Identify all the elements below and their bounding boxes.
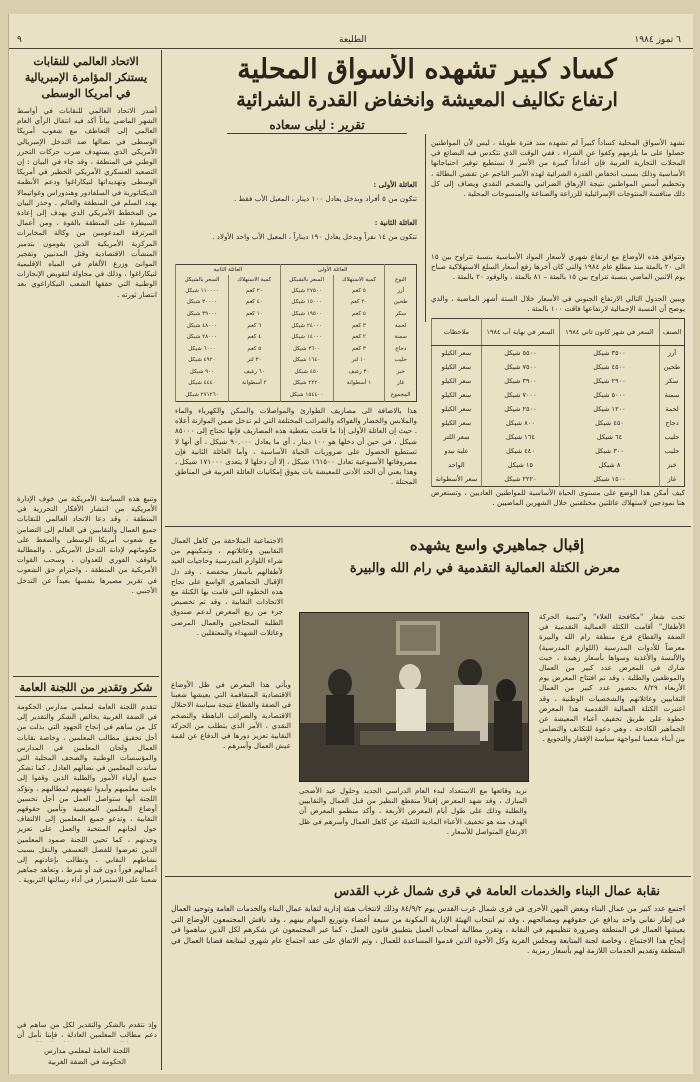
table-cell: ٤٥٠ شيكل: [560, 416, 660, 430]
table-cell: طحين: [660, 360, 685, 374]
table-cell: ١٠ كغم: [228, 308, 280, 320]
thanks-body: تتقدم اللجنة العامة لمعلمي مدارس الحكومة في الضفة الغربية بخالص الشكر والتقدير إلى كل من ساهم في إنجاح الجهود التي بذلت من أجل تحقيق مطالب المعلمين ، وخاصة نقابات العمال ولجان المعلمين في المدارس والمؤسسات الوطنية والصحف المحلية التي ساندت المعلمين في نضالهم العادل ، كما تشكر جميع أولياء الأمور والطلبة الذين وقفوا إلى جانب معلميهم وأبدوا تفهمهم لمطالبهم ، وتؤكد اللجنة أنها ستواصل العمل من أجل تحسين أوضاع المعلمين المعيشية وتأمين حقوقهم النقابية ، وتدعو جميع المعلمين إلى الالتفاف حول لجانهم المنتخبة والعمل على تعزيز وحدتهم ، كما تحيي اللجنة صمود المعلمين الذين تعرضوا للفصل التعسفي والنقل بسبب نشاطهم النقابي ، وتطالب بإعادتهم إلى أعمالهم فوراً دون قيد أو شرط ، وتعاهد جماهير شعبنا على الاستمرار في أداء رسالتها التربوية .: [17, 702, 157, 885]
table-header: كمية الاستهلاك: [333, 275, 385, 285]
table-cell: غاز: [660, 472, 685, 487]
table-cell: ١٢٠٠ شيكل: [560, 402, 660, 416]
photo-image: [300, 613, 528, 781]
table-row: [176, 389, 417, 401]
table-cell: حليب: [385, 354, 417, 366]
table-cell: غاز: [385, 378, 417, 390]
table-cell: أرز: [385, 285, 417, 297]
table-cell: [333, 389, 385, 401]
table-cell: ٤٥٠ شيكل: [280, 366, 333, 378]
table-row: [176, 308, 417, 320]
column-divider: [161, 50, 162, 1070]
main-intro-3: ويبين الجدول التالي الارتفاع الجنوني في الأسعار خلال الستة أشهر الماضية ، والذي يوضح أن النسبة الإجمالية لارتفاعها فاقت ١٠٠ بالمئة .: [431, 294, 685, 314]
table-row: [432, 458, 685, 472]
table-cell: [228, 389, 280, 401]
table-cell: ٢٢٢٠ شيكل: [481, 472, 559, 487]
table-header: ملاحظات: [432, 319, 482, 346]
thanks-body-2: وإذ نتقدم بالشكر والتقدير لكل من ساهم في دعم مطالب المعلمين العادلة ، فإننا نأمل أن: [17, 1020, 157, 1040]
left-headline-2: يستنكر المؤامرة الإمبريالية: [24, 71, 148, 84]
table-cell: حليب: [660, 430, 685, 444]
table-cell: ٦٠٠٠ شيكل: [176, 343, 229, 355]
table-row: [432, 360, 685, 374]
table-cell: ٣٩٠٠ شيكل: [481, 374, 559, 388]
table-cell: الواحد: [432, 458, 482, 472]
table-cell: لحمة: [660, 402, 685, 416]
family2-label: العائلة الثانية :: [374, 218, 417, 227]
table-cell: ٩٠٠ شيكل: [176, 366, 229, 378]
table-cell: ٧٥٠٠ شيكل: [481, 360, 559, 374]
table-cell: ٢٤٠٠٠ شيكل: [280, 320, 333, 332]
table-cell: حليب: [660, 444, 685, 458]
main-subheadline: ارتفاع تكاليف المعيشة وانخفاض القدرة الشرائية: [236, 89, 618, 111]
table-cell: سكر: [660, 374, 685, 388]
table-row: [176, 343, 417, 355]
family2-table-title: العائلة الثانية: [176, 265, 281, 276]
table-cell: دجاج: [385, 343, 417, 355]
signature-line-2: الحكومة في الضفة الغربية: [47, 1057, 127, 1066]
table-header: كمية الاستهلاك: [228, 275, 280, 285]
table-row: [176, 320, 417, 332]
table-header: الصنف: [660, 319, 685, 346]
table-cell: ٨٠٠ شيكل: [481, 416, 559, 430]
table-cell: ١٦٤٠ شيكل: [280, 354, 333, 366]
table-cell: ٤٥٠٠ شيكل: [560, 360, 660, 374]
table-cell: ٦٤ شيكل: [560, 430, 660, 444]
table-header: السعر في شهر كانون ثاني ١٩٨٤: [560, 319, 660, 346]
table-cell: سعر الكيلو: [432, 416, 482, 430]
family2-text: تتكون من ١٤ نفراً وبدخل يعادل ١٩٠ ديناراً ، المعيل الأب واحد الأولاد .: [212, 232, 417, 241]
table-cell: ٤٠ كغم: [228, 297, 280, 309]
table-cell: ٢ أسطوانة: [228, 378, 280, 390]
exhibition-column-1: تحت شعار "مكافحة الغلاء" و"تنمية الحركة الأطفال" أقامت الكتلة العمالية التقدمية في الضفة والقطاع فرع منطقة رام الله والبيرة معرضاً للأدوات المدرسية (اللوازم المدرسية) والألبسة والأغذية وسواها بأسعار زهيدة ، حيث شارك في المعرض عدد كبير من العمال والموظفين والطلبة ، وقد تم افتتاح المعرض يوم الأربعاء ٨/٢٩ بحضور عدد كبير من العمال النقابيين وعائلاتهم والشخصيات الوطنية ، وقد اعتبرت الكتلة العمالية التقدمية هذا المعرض خطوة على طريق تخفيف أعباء المعيشة عن الجماهير الكادحة ، وهي دعوة للتكاتف والتضامن بين أبناء شعبنا لمواجهة سياسة الإفقار والتجويع .: [539, 612, 685, 744]
exhibition-column-2: الاجتماعية المتلاحقة من كاهل العمال النقابيين وعائلاتهم ، وتمكينهم من شراء اللوازم المدرسية وحاجيات العيد لأطفالهم بأسعار مخفضة . وقد دل الإقبال الجماهيري الواسع على نجاح هذه الخطوة التي قامت بها الكتلة مع الاتحادات النقابية ، وقد تم تخصيص جزء من ريع المعرض لدعم صندوق الطلبة المحتاجين والعمال المرضى وعائلات الشهداء والمعتقلين .: [171, 536, 283, 637]
table-cell: ١١٠٠٠٠ شيكل: [176, 285, 229, 297]
table-cell: ٦٠ رغيف: [228, 366, 280, 378]
price-table: [431, 318, 685, 487]
left-headline-1: الاتحاد العالمي للنقابات: [33, 55, 139, 68]
workers-body: اجتمع عدد كبير من عمال البناء وبعض المهن الأخرى في قرى شمال غرب القدس يوم ٨٤/٩/٢ وذلك لانتخاب هيئة إدارية لنقابة عمال البناء والخدمات العامة وتوحيد العمال في إطار نقابي واحد يدافع عن حقوقهم ومصالحهم ، وقد تم انتخاب الهيئة الإدارية المكونة من سبعة أعضاء وتوزيع المهام بينهم ، وقد ناقش المجتمعون الأوضاع التي يعيشها العمال في المنطقة وضرورة تنظيمهم في النقابة ، وتقرر مطالبة أصحاب العمل بتطبيق قانون العمل ، كما عبر المجتمعون عن شكرهم لكل الذين ساهموا في إنجاح هذا الاجتماع ، وخاصة لجنة المتابعة ومجلس القرية وكل الأخوة الذين قدموا المساعدة للعمال ، وتم الاتفاق على عقد اجتماع عام شهري لمتابعة قضايا العمال في المنطقة وتقديم الخدمات اللازمة لهم بأسعار رمزية .: [171, 904, 685, 956]
table-cell: ٢٢٢٠ شيكل: [280, 378, 333, 390]
section-name: الطليعة: [339, 35, 367, 45]
table-cell: ٤٤٤٠ شيكل: [176, 378, 229, 390]
table-row: [176, 331, 417, 343]
table-cell: سمنة: [385, 331, 417, 343]
table-row: [432, 430, 685, 444]
main-closing-2: كيف أمكن هذا الوضع على مستوى الحياة الأساسية للمواطنين العاديين ، وتستعرض هنا نموذجين لاستهلاك عائلتين مختلفتين خلال الشهرين الماضيين .: [431, 488, 685, 508]
main-after-table: هذا بالاضافة الى مصاريف الطوارئ والمواصلات والسكن والكهرباء والماء والملابس والخضار والفواكه والضرائب المختلفة التي لم تدخل ضمن الموازنة أعلاه . حيث إن العائلة الأولى إذا ما قامت بتغطية هذه المصاريف فإنها تحتاج إلى ٨٥٠٠٠ شيكل ، في حين أن دخلها هو ١٠٠ دينار ، أي ما يعادل ٩٠,٠٠٠ شيكل ، أي أنها لا تستطيع الحصول على ضروريات الحياة الأساسية ، وأما العائلة الثانية فإن مصروفاتها الأسبوعية تعادل ١٦١٥٠٠ شيكل ، إلا أن دخلها لا يتعدى ١٧١٠٠٠ شيكل ، وهذا يعني أن الحد الأدنى للمعيشة بات يفوق إمكانيات العائلة العربية في المناطق المحتلة .: [175, 406, 417, 487]
table-cell: ١٦٤ شيكل: [481, 430, 559, 444]
table-cell: سمنة: [660, 388, 685, 402]
exhibition-column-4: ويأتي هذا المعرض في ظل الأوضاع الاقتصادية المتفاقمة التي يعيشها شعبنا في الضفة والقطاع نتيجة سياسة الاحتلال الاقتصادية والضرائب الباهظة والتضخم النقدي ، الأمر الذي يتطلب من الحركة النقابية تعزيز دورها في الدفاع عن لقمة عيش العمال وأسرهم .: [171, 680, 291, 751]
table-cell: ٣٠٠٠٠ شيكل: [176, 297, 229, 309]
table-cell: ٥ كغم: [333, 285, 385, 297]
table-cell: ٢٠ كغم: [333, 297, 385, 309]
newspaper-page: [8, 14, 693, 1074]
table-cell: علبة نيدو: [432, 444, 482, 458]
table-cell: ٤٩٢٠ شيكل: [176, 354, 229, 366]
table-cell: ٢٧٥٠٠ شيكل: [280, 285, 333, 297]
table-row: [432, 346, 685, 361]
issue-date: ٦ تموز ١٩٨٤: [634, 35, 681, 45]
table-cell: سعر الكيلو: [432, 388, 482, 402]
table-row: [432, 388, 685, 402]
table-cell: ٥٥٠٠ شيكل: [481, 346, 559, 361]
main-headline: كساد كبير تشهده الأسواق المحلية: [237, 54, 617, 85]
table-cell: ٣٠ لتر: [228, 354, 280, 366]
table-cell: ٢٩٠٠ شيكل: [560, 374, 660, 388]
table-cell: خبز: [385, 366, 417, 378]
table-row: [176, 285, 417, 297]
family1-label: العائلة الأولى :: [373, 180, 417, 189]
table-header: السعر في نهاية آب ١٩٨٤: [481, 319, 559, 346]
exhibition-photo: [299, 612, 529, 782]
table-cell: ١٥٠٠٠ شيكل: [280, 297, 333, 309]
exhibition-headline-1: إقبال جماهيري واسع يشهده: [409, 536, 585, 554]
table-cell: ٤ كغم: [228, 331, 280, 343]
table-cell: خبز: [660, 458, 685, 472]
table-cell: ١٥ شيكل: [481, 458, 559, 472]
exhibition-column-3: نزيد وقائعها مع الاستعداد لبدء العام الدراسي الجديد وحلول عيد الأضحى المبارك ، وقد شهد المعرض إقبالاً منقطع النظير من قبل العمال والنقابيين والطلبة وذلك على طول أيام المعرض الأربعة ، وأكد منظمو المعرض أن الهدف منه هو تخفيف الأعباء المادية الثقيلة عن كاهل العمال وأسرهم في ظل الارتفاع المتواصل للأسعار .: [299, 786, 527, 836]
table-cell: ٢٥٠٠ شيكل: [481, 402, 559, 416]
table-cell: ٧٠٠٠ شيكل: [481, 388, 559, 402]
main-intro: تشهد الأسواق المحلية كساداً كبيراً لم تشهده منذ فترة طويلة ، ليس لأن المواطنين حصلوا على ما يلزمهم وكفوا عن الشراء ، ففي الوقت الذي تتكدس فيه البضائع في المحلات التجارية العربية فإن أعداداً كبيرة من الأسر لا تستطيع توفير احتياجاتها الأساسية وذلك بسبب انخفاض القدرة الشرائية لهذه الأسر الناجم عن تفشي البطالة ، وتحطيم أسس المواطنين نتيجة الإرهاق الضرائبي والتضخم النقدي ويضاف إلى كل ذلك منافسة المنتوجات الإسرائيلية للزراعة والصناعة والمنسوجات المحلية .: [431, 138, 685, 199]
table-cell: ٥٠٠٠ شيكل: [560, 388, 660, 402]
table-row: [432, 402, 685, 416]
table-cell: ١٠ لتر: [333, 354, 385, 366]
table-row: [176, 354, 417, 366]
table-cell: ٣٩٠٠٠ شيكل: [176, 308, 229, 320]
left-body-2: وتنبع هذه السياسة الأمريكية من خوف الإدارة الأمريكية من انتشار الأفكار التحررية في المنطقة ، وقد دعا الاتحاد العالمي للنقابات جميع العمال والنقابيين في العالم إلى التضامن مع شعوب أمريكا الوسطى والضغط على حكوماتهم لإدانة التدخل الأمريكي ، والمطالبة بالوقف الفوري للعدوان ، وسحب القوات الأمريكية من المنطقة ، واحترام حق الشعوب في تقرير مصيرها بنفسها بعيداً عن التدخل الأجنبي .: [17, 494, 157, 595]
table-cell: ٤٤٠ شيكل: [481, 444, 559, 458]
table-cell: ٤٨٠٠٠ شيكل: [176, 320, 229, 332]
table-row: [176, 366, 417, 378]
table-cell: ٢٧١٢٦٠ شيكل: [176, 389, 229, 401]
table-cell: ٣ كغم: [333, 343, 385, 355]
table-header: السعر بالشيكل: [176, 275, 229, 285]
table-cell: ٨ شيكل: [560, 458, 660, 472]
table-cell: ٣٥٠٠ شيكل: [560, 346, 660, 361]
table-cell: سعر الكيلو: [432, 360, 482, 374]
table-cell: ١٥٠٠ شيكل: [560, 472, 660, 487]
family1-text: تتكون من ٥ أفراد وبدخل يعادل ١٠٠ دينار ، المعيل الأب فقط .: [234, 194, 417, 203]
exhibition-headline-2: معرض الكتلة العمالية التقدمية في رام الله والبيرة: [349, 561, 621, 576]
family-table-body: [176, 285, 417, 402]
table-row: [176, 297, 417, 309]
column-divider: [425, 134, 426, 322]
table-cell: ٣٦٠٠ شيكل: [280, 343, 333, 355]
table-header: السعر بالشيكل: [280, 275, 333, 285]
table-cell: ١ أسطوانة: [333, 378, 385, 390]
table-cell: ٦ كغم: [228, 320, 280, 332]
table-cell: ٢٠ كغم: [228, 285, 280, 297]
table-header: النوع: [385, 275, 417, 285]
table-cell: ١٥٤٤٠٠ شيكل: [280, 389, 333, 401]
page-header: [9, 34, 693, 49]
table-cell: دجاج: [660, 416, 685, 430]
table-cell: ١٤٠٠٠ شيكل: [280, 331, 333, 343]
table-row: [432, 374, 685, 388]
table-cell: ٣ كغم: [333, 320, 385, 332]
main-intro-2: وتتوافق هذه الأوضاع مع ارتفاع شهري لأسعار المواد الأساسية بنسبة تتراوح بين ١٥ الى ٢٠ بالمئة منذ مطلع عام ١٩٨٤ والتي كان آخرها رفع أسعار السلع الاستهلاكية صباح يوم الاثنين الماضي بنسبة تتراوح بين ١٥ بالمئة – ٨١ بالمئة ، والوقود ٢٠ بالمئة .: [431, 252, 685, 282]
table-cell: ٣٠٠ شيكل: [560, 444, 660, 458]
table-cell: المجموع: [385, 389, 417, 401]
table-row: [432, 416, 685, 430]
family-consumption-table: [175, 264, 417, 402]
table-cell: سعر الكيلو: [432, 346, 482, 361]
table-cell: ٢٨٠٠٠ شيكل: [176, 331, 229, 343]
table-cell: ١٩٥٠٠ شيكل: [280, 308, 333, 320]
table-row: [432, 472, 685, 487]
table-cell: ٥ كغم: [333, 308, 385, 320]
section-divider: [13, 676, 159, 677]
section-divider: [165, 526, 691, 527]
left-body: أصدر الاتحاد العالمي للنقابات في أواسط الشهر الماضي بياناً أكد فيه انتقال الرأي العام العالمي إلى التعاطف مع شعوب أمريكا الوسطى في نضالها ضد التدخل الإمبريالي الأمريكي الذي يستهدف ضرب حركات التحرر الوطني في المنطقة ، وقد جاء في البيان : إن التصعيد العسكري الأمريكي الخطير في أمريكا الوسطى وتهديداتها لنيكاراغوا ودعم الأنظمة الديكتاتورية في السلفادور وهندوراس وغواتيمالا يهدد السلم في المنطقة والعالم . وحذر البيان من المخطط الأمريكي الذي يهدف إلى إعادة السيطرة على المنطقة بالقوة ، ومن أعمال المرتزقة المدعومين من وكالة المخابرات المركزية الأمريكية الذين يقومون بتدمير المنشآت الاقتصادية وقتل المدنيين وتفجير الموانئ وزرع الألغام في المياه الإقليمية لنيكاراغوا ، وذلك في محاولة لتقويض الإنجازات الوطنية التي حققها الشعب النيكاراغوي بعد انتصار ثورته .: [17, 106, 157, 299]
table-cell: سكر: [385, 308, 417, 320]
thanks-headline: شكر وتقدير من اللجنة العامة: [15, 680, 157, 697]
section-divider: [165, 876, 691, 877]
table-cell: سعر الكيلو: [432, 402, 482, 416]
price-table-body: [432, 346, 685, 487]
table-row: [176, 378, 417, 390]
left-headline-3: في أمريكا الوسطى: [41, 87, 131, 100]
workers-headline: نقابة عمال البناء والخدمات العامة في قرى شمال غرب القدس: [333, 883, 661, 898]
family1-table-title: العائلة الأولى: [280, 265, 385, 276]
table-cell: طحين: [385, 297, 417, 309]
table-cell: لحمة: [385, 320, 417, 332]
table-cell: ٥ كغم: [228, 343, 280, 355]
table-row: [432, 444, 685, 458]
table-cell: سعر اللتر: [432, 430, 482, 444]
table-cell: أرز: [660, 346, 685, 361]
table-cell: ٣٠ رغيف: [333, 366, 385, 378]
table-cell: سعر الأسطوانة: [432, 472, 482, 487]
byline: تقرير : ليلى سعاده: [227, 117, 407, 134]
page-number: ٩: [17, 35, 22, 45]
table-cell: ٢ كغم: [333, 331, 385, 343]
signature-line-1: اللجنة العامة لمعلمي مدارس: [44, 1046, 130, 1055]
table-cell: سعر الكيلو: [432, 374, 482, 388]
